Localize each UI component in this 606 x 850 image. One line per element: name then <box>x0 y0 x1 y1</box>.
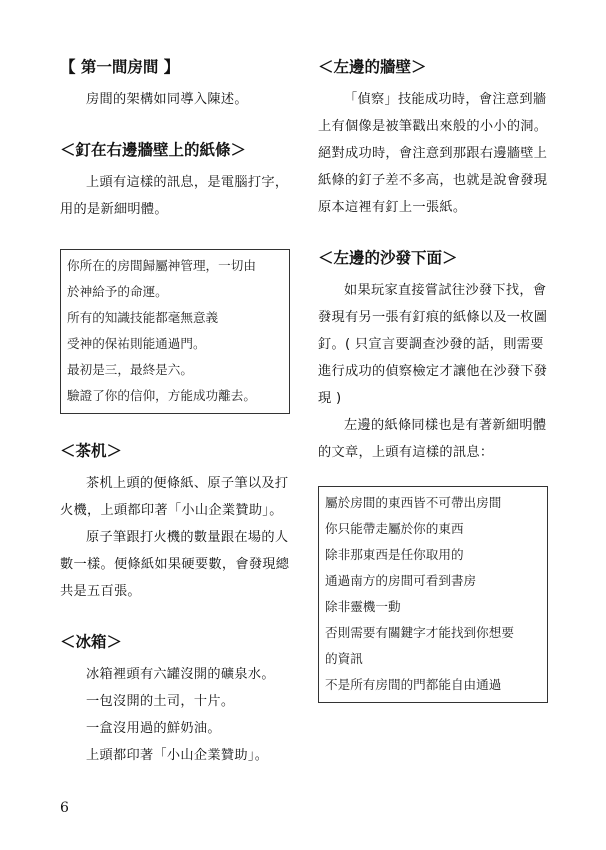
note-line: 通過南方的房間可看到書房 <box>325 573 477 588</box>
paragraph-under-sofa-1: 如果玩家直接嘗試往沙發下找，會發現有另一張有釘痕的紙條以及一枚圖釘。( 只宣言要調查沙發的話，則需要進行成功的偵察檢定才讓他在沙發下發現 ) <box>318 283 548 406</box>
section-heading-right-wall-note: ＜釘在右邊牆壁上的紙條＞ <box>60 140 247 159</box>
paragraph-fridge-line: 一盒沒用過的鮮奶油。 <box>86 721 221 736</box>
note-line: 受神的保祐則能通過門。 <box>67 336 206 351</box>
section-heading-fridge: ＜冰箱＞ <box>60 632 123 651</box>
note-line: 的資訊 <box>325 651 363 666</box>
note-line: 驗證了你的信仰，方能成功離去。 <box>67 388 256 403</box>
left-column <box>60 56 290 769</box>
paragraph-tea-table-1: 茶机上頭的便條紙、原子筆以及打火機，上頭都印著「小山企業贊助」。 <box>60 476 289 518</box>
note-line: 屬於房間的東西皆不可帶出房間 <box>325 495 502 510</box>
note-line: 最初是三，最終是六。 <box>67 362 193 377</box>
note-line: 除非那東西是任你取用的 <box>325 547 464 562</box>
note-line: 否則需要有關鍵字才能找到你想要 <box>325 625 514 640</box>
paragraph-right-wall-note: 上頭有這樣的訊息，是電腦打字，用的是新細明體。 <box>60 175 289 217</box>
section-heading-first-room: 【 第一間房間 】 <box>60 57 180 76</box>
note-line: 於神給予的命運。 <box>67 284 168 299</box>
page-number: 6 <box>60 800 69 816</box>
section-heading-tea-table: ＜茶机＞ <box>60 441 123 460</box>
note-line: 除非靈機一動 <box>325 599 401 614</box>
note-line: 你所在的房間歸屬神管理，一切由 <box>67 258 256 273</box>
paragraph-fridge-line: 冰箱裡頭有六罐沒開的礦泉水。 <box>86 667 275 682</box>
section-heading-under-sofa: ＜左邊的沙發下面＞ <box>318 248 458 267</box>
note-line: 不是所有房間的門都能自由通過 <box>325 677 502 692</box>
paragraph-first-room: 房間的架構如同導入陳述。 <box>86 92 248 107</box>
paragraph-fridge-line: 上頭都印著「小山企業贊助」。 <box>86 748 269 763</box>
paragraph-fridge-line: 一包沒開的土司，十片。 <box>86 694 235 709</box>
paragraph-under-sofa-2: 左邊的紙條同樣也是有著新細明體的文章，上頭有這樣的訊息： <box>318 418 547 460</box>
note-line: 所有的知識技能都毫無意義 <box>67 310 219 325</box>
note-line: 你只能帶走屬於你的東西 <box>325 521 464 536</box>
paragraph-left-wall: 「偵察」技能成功時，會注意到牆上有個像是被筆戳出來般的小小的洞。絕對成功時，會注意到那跟右邊牆壁上紙條的釘子差不多高，也就是說會發現原本這裡有釘上一張紙。 <box>318 92 548 215</box>
note-box-left-wall <box>318 486 548 703</box>
paragraph-tea-table-2: 原子筆跟打火機的數量跟在場的人數一樣。便條紙如果硬要數，會發現總共是五百張。 <box>60 530 290 599</box>
right-column <box>318 56 548 703</box>
section-heading-left-wall: ＜左邊的牆壁＞ <box>318 57 427 76</box>
note-box-right-wall <box>60 249 290 414</box>
